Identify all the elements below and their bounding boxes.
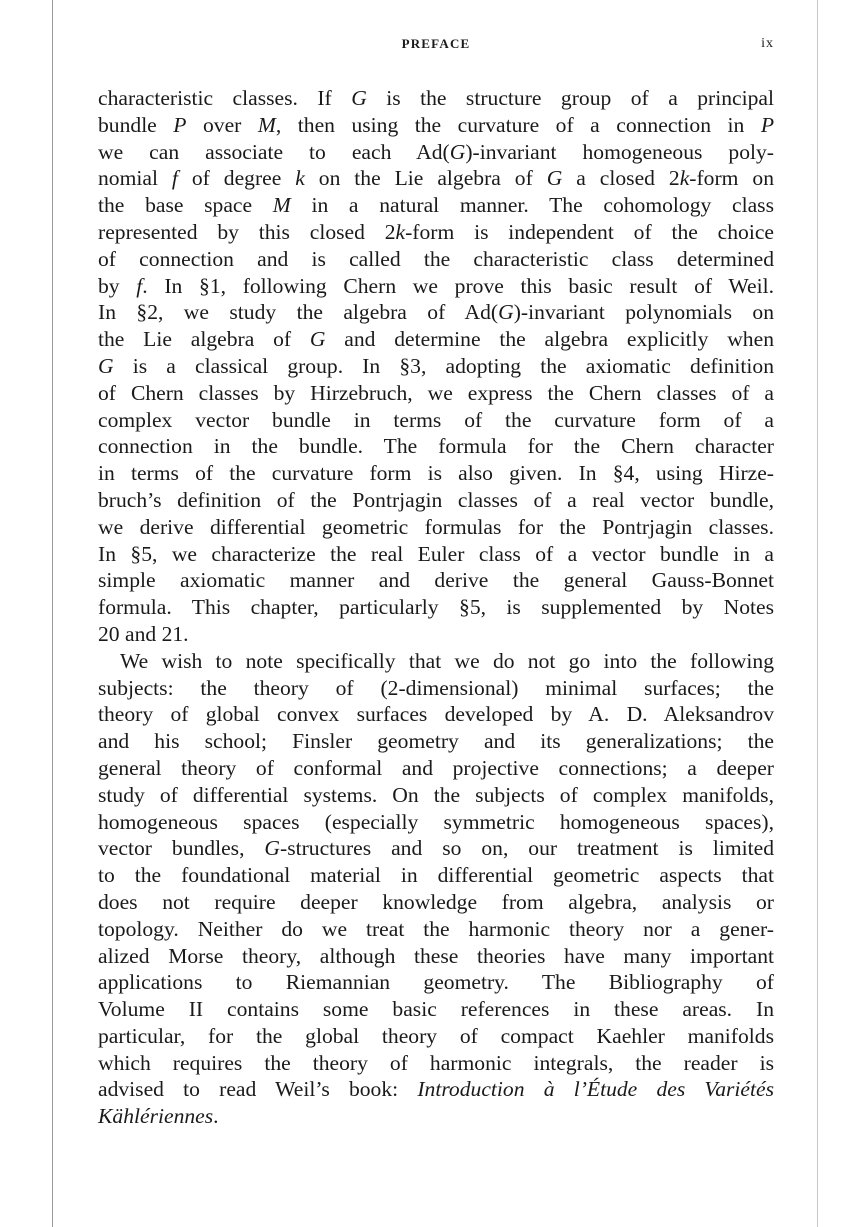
- paragraph-2: [98, 648, 774, 1130]
- italic-run: M: [272, 193, 291, 218]
- text-run: applications to Riemannian geometry. The Bibliography of: [98, 970, 774, 995]
- body-text: [98, 85, 774, 1130]
- text-run: homogeneous spaces (especially symmetric homogeneous spaces),: [98, 809, 774, 834]
- text-line: [98, 675, 774, 702]
- text-run: the Lie algebra of: [98, 327, 310, 352]
- text-run: -form is independent of the choice: [405, 219, 774, 244]
- italic-run: G: [309, 327, 326, 352]
- text-run: )-invariant homogeneous poly-: [465, 139, 774, 164]
- text-run: . In §1, following Chern we prove this basic result of Weil.: [142, 273, 774, 298]
- text-line: [98, 326, 774, 353]
- italic-run: G: [449, 139, 466, 164]
- text-run: particular, for the global theory of compact Kaehler manifolds: [98, 1023, 774, 1048]
- text-run: does not require deeper knowledge from algebra, analysis or: [98, 889, 774, 914]
- text-run: vector bundles,: [98, 836, 265, 861]
- text-line: [98, 487, 774, 514]
- text-line: [98, 809, 774, 836]
- text-run: , then using the curvature of a connection in: [275, 112, 761, 137]
- text-line: [98, 969, 774, 996]
- text-run: connection in the bundle. The formula for the Chern character: [98, 434, 774, 459]
- text-run: general theory of conformal and projective connections; a deeper: [98, 755, 774, 780]
- text-line: [98, 407, 774, 434]
- text-line: [98, 460, 774, 487]
- text-line: [98, 112, 774, 139]
- text-line: [98, 139, 774, 166]
- text-run: which requires the theory of harmonic integrals, the reader is: [98, 1050, 774, 1075]
- text-run: bundle: [98, 112, 174, 137]
- text-run: 20 and 21.: [98, 621, 189, 646]
- italic-run: k: [679, 166, 690, 191]
- text-run: characteristic classes. If: [98, 86, 352, 110]
- text-line: [98, 594, 774, 621]
- italic-run: M: [257, 112, 276, 137]
- page-right-edge: [817, 0, 818, 1227]
- text-run: bruch’s definition of the Pontrjagin classes of a real vector bundle,: [98, 487, 774, 512]
- text-line: [98, 567, 774, 594]
- text-run: subjects: the theory of (2-dimensional) minimal surfaces; the: [98, 675, 774, 700]
- text-line: [98, 943, 774, 970]
- text-line: [98, 353, 774, 380]
- text-line: [98, 996, 774, 1023]
- italic-run: k: [295, 166, 305, 191]
- text-line: [98, 380, 774, 407]
- text-run: In §2, we study the algebra of Ad(: [98, 300, 499, 325]
- text-line: [98, 701, 774, 728]
- text-run: In §5, we characterize the real Euler class of a vector bundle in a: [98, 541, 774, 566]
- italic-run: f: [136, 273, 143, 298]
- text-run: formula. This chapter, particularly §5, is supplemented by Notes: [98, 595, 774, 620]
- running-head: [98, 36, 774, 56]
- text-line: [98, 85, 774, 112]
- text-run: is the structure group of a principal: [366, 86, 774, 110]
- text-line: [98, 889, 774, 916]
- text-run: the base space: [98, 193, 273, 218]
- text-line: [98, 1023, 774, 1050]
- text-line: [98, 299, 774, 326]
- text-run: in a natural manner. The cohomology class: [290, 193, 774, 218]
- text-run: of Chern classes by Hirzebruch, we express the Chern classes of a: [98, 380, 774, 405]
- text-run: advised to read Weil’s book:: [98, 1077, 418, 1102]
- text-line: [98, 835, 774, 862]
- text-line: [98, 433, 774, 460]
- text-line: [98, 1076, 774, 1103]
- text-run: topology. Neither do we treat the harmonic theory nor a gener-: [98, 916, 774, 941]
- text-line: [98, 621, 774, 648]
- text-line: [98, 192, 774, 219]
- text-run: )-invariant polynomials on: [513, 300, 774, 325]
- text-line: [98, 165, 774, 192]
- text-run: of degree: [177, 166, 296, 191]
- italic-run: Introduction à l’Étude des Variétés: [417, 1077, 774, 1102]
- text-line: [98, 514, 774, 541]
- text-line: [98, 246, 774, 273]
- running-head-title: PREFACE: [401, 36, 471, 51]
- text-run: simple axiomatic manner and derive the general Gauss-Bonnet: [98, 568, 774, 593]
- italic-run: G: [546, 166, 563, 191]
- text-run: a closed 2: [562, 166, 680, 191]
- text-line: [98, 541, 774, 568]
- italic-run: k: [395, 219, 406, 244]
- text-run: We wish to note specifically that we do not go into the following: [120, 648, 774, 673]
- text-run: complex vector bundle in terms of the curvature form of a: [98, 407, 774, 432]
- italic-run: P: [760, 112, 775, 137]
- italic-run: G: [498, 300, 514, 325]
- italic-run: G: [98, 353, 114, 378]
- italic-run: G: [264, 836, 281, 861]
- text-line: [98, 782, 774, 809]
- text-run: -form on: [689, 166, 774, 191]
- text-line: [98, 916, 774, 943]
- italic-run: f: [171, 166, 178, 191]
- text-run: and his school; Finsler geometry and its generalizations; the: [98, 729, 774, 754]
- text-line: [98, 219, 774, 246]
- text-run: in terms of the curvature form is also given. In §4, using Hirze-: [98, 461, 774, 486]
- text-run: theory of global convex surfaces developed by A. D. Aleksandrov: [98, 702, 774, 727]
- text-line: [98, 862, 774, 889]
- italic-run: P: [173, 112, 187, 137]
- text-line: [98, 648, 774, 675]
- page-number: ix: [761, 36, 774, 51]
- text-run: -structures and so on, our treatment is limited: [280, 836, 774, 861]
- text-line: [98, 1103, 774, 1130]
- text-line: [98, 1050, 774, 1077]
- text-run: alized Morse theory, although these theories have many important: [98, 943, 774, 968]
- text-run: study of differential systems. On the subjects of complex manifolds,: [98, 782, 774, 807]
- text-line: [98, 728, 774, 755]
- text-line: [98, 273, 774, 300]
- text-run: on the Lie algebra of: [304, 166, 547, 191]
- text-run: of connection and is called the characteristic class determined: [98, 246, 774, 271]
- paragraph-1: [98, 85, 774, 648]
- text-run: by: [98, 273, 137, 298]
- text-run: to the foundational material in differential geometric aspects that: [98, 863, 774, 888]
- text-run: .: [213, 1104, 219, 1129]
- italic-run: G: [351, 86, 367, 110]
- text-run: we derive differential geometric formulas for the Pontrjagin classes.: [98, 514, 774, 539]
- text-line: [98, 755, 774, 782]
- text-run: Volume II contains some basic references in these areas. In: [98, 997, 774, 1022]
- text-run: nomial: [98, 166, 172, 191]
- text-run: and determine the algebra explicitly when: [325, 327, 774, 352]
- text-run: represented by this closed 2: [98, 219, 396, 244]
- text-run: is a classical group. In §3, adopting the axiomatic definition: [113, 353, 774, 378]
- italic-run: Kählériennes: [98, 1104, 214, 1129]
- page-left-edge: [52, 0, 53, 1227]
- text-run: we can associate to each Ad(: [98, 139, 450, 164]
- text-run: over: [186, 112, 258, 137]
